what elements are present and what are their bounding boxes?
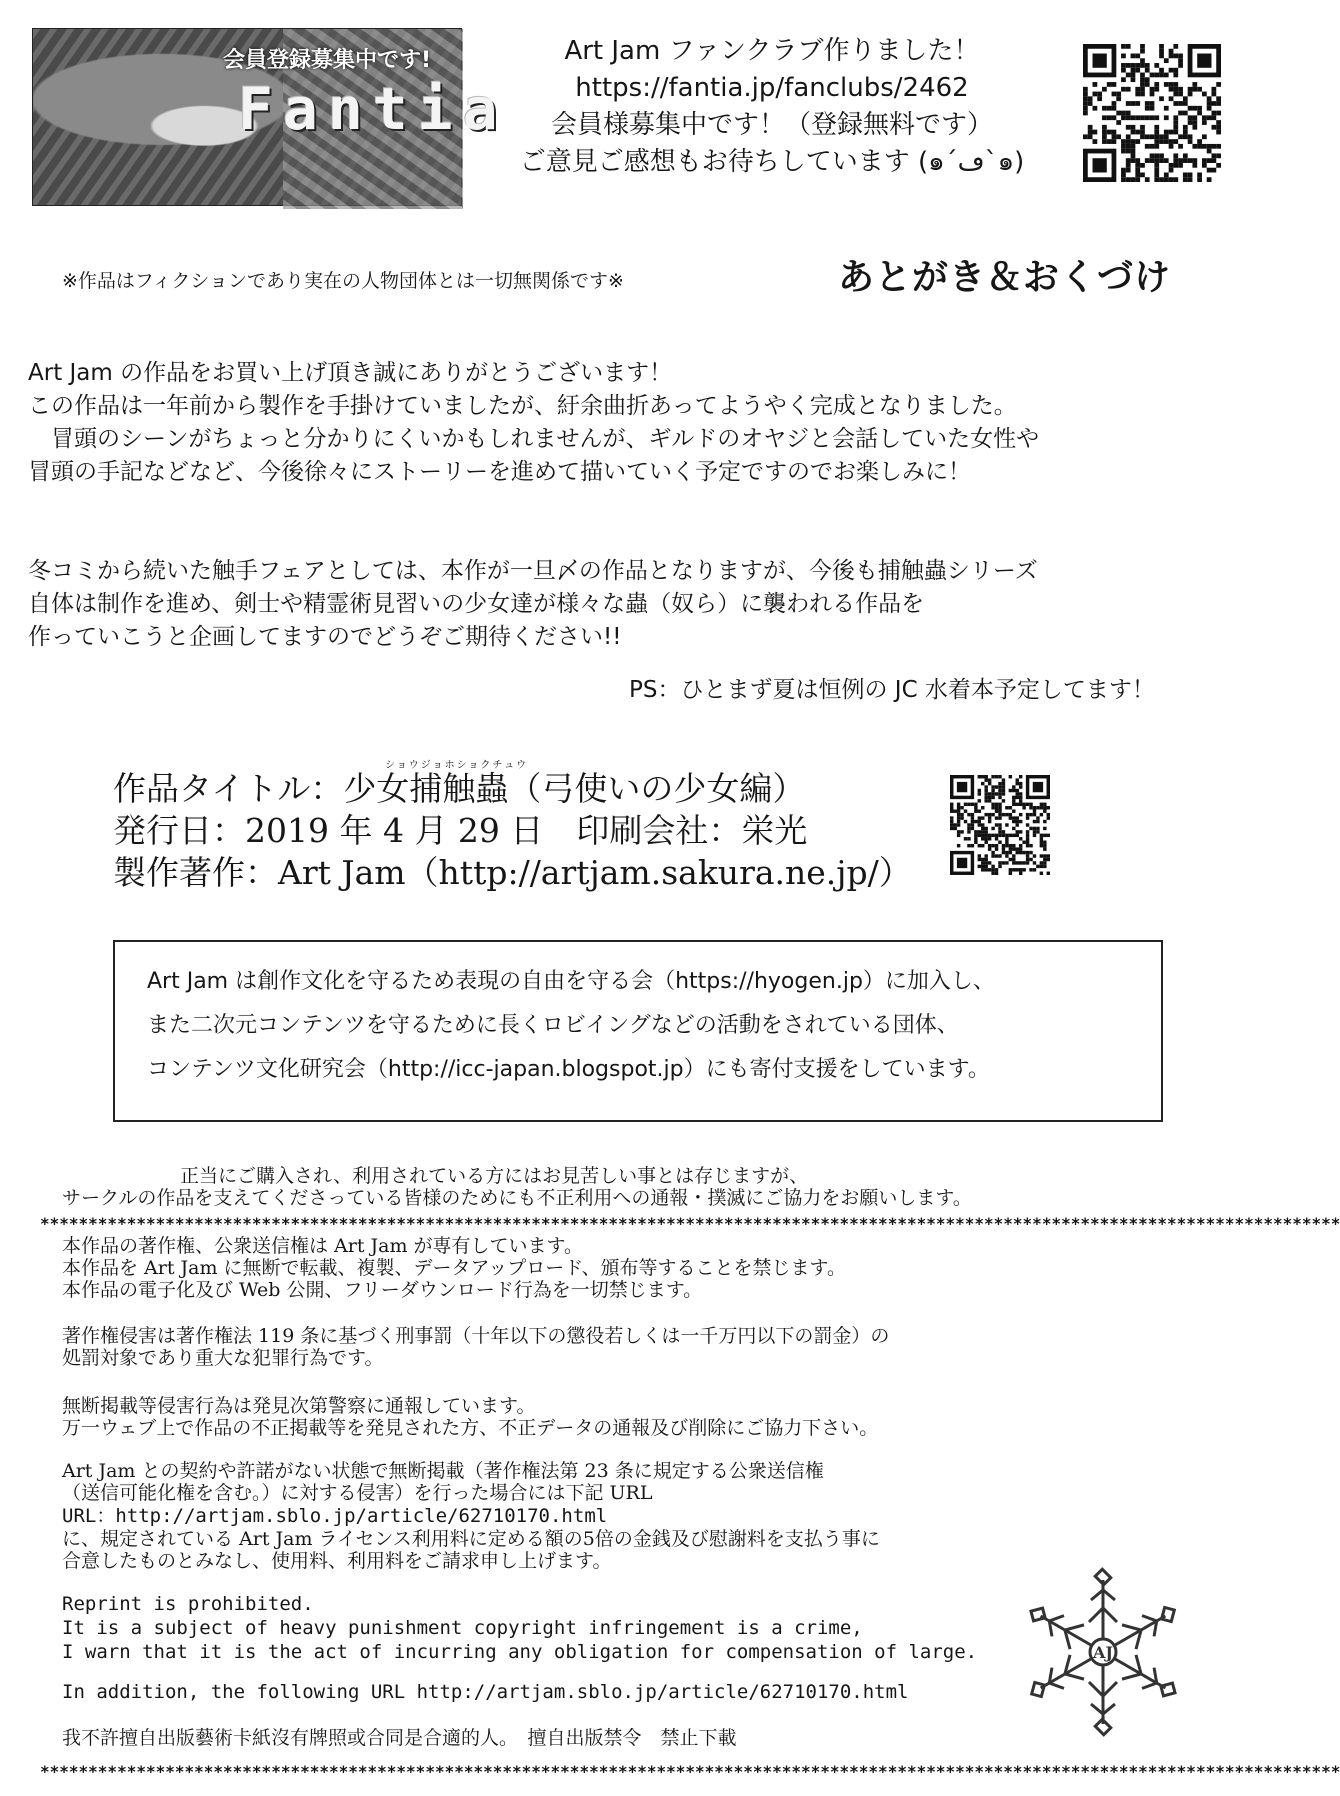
legal-line: 万一ウェブ上で作品の不正掲載等を発見された方、不正データの通報及び削除にご協力下さい。 (62, 1417, 879, 1439)
colophon-date: 発行日：2019 年 4 月 29 日 印刷会社：栄光 (113, 811, 808, 850)
afterword-line: 冒頭の手記などなど、今後徐々にストーリーを進めて描いていく予定ですのでお楽しみに！ (28, 459, 971, 485)
english-notice (62, 1592, 977, 1664)
afterword-line: 冒頭のシーンがちょっと分かりにくいかもしれませんが、ギルドのオヤジと会話していた女性や (28, 426, 1040, 452)
english-url-line[interactable]: In addition, the following URL http://artjam.sblo.jp/article/62710170.html (62, 1681, 909, 1703)
english-line: Reprint is prohibited. (62, 1593, 314, 1615)
website-qr-code-icon[interactable] (950, 775, 1050, 875)
fiction-disclaimer: ※作品はフィクションであり実在の人物団体とは一切無関係です※ (62, 270, 624, 292)
english-line: I warn that it is the act of incurring any obligation for compensation of large. (62, 1641, 978, 1663)
support-line: また二次元コンテンツを守るために長くロビイングなどの活動をされている団体、 (147, 1013, 959, 1038)
legal-block-3 (62, 1395, 878, 1439)
colophon (113, 768, 912, 894)
legal-line: 本作品の著作権、公衆送信権は Art Jam が専有しています。 (62, 1235, 583, 1257)
fanclub-url[interactable]: https://fantia.jp/fanclubs/2462 (575, 73, 969, 103)
legal-line: 無断掲載等侵害行為は発見次第警察に通報しています。 (62, 1395, 536, 1417)
support-notice-box (113, 940, 1163, 1122)
fanclub-line: ご意見ご感想もお待ちしています (๑´ڡ`๑) (519, 147, 1025, 177)
legal-block-4 (62, 1460, 880, 1572)
snowflake-logo-icon (1028, 1572, 1178, 1732)
afterword-line: 自体は制作を進め、剣士や精霊術見習いの少女達が様々な蟲（奴ら）に襲われる作品を (28, 591, 925, 617)
legal-line: 処罰対象であり重大な犯罪行為です。 (62, 1347, 384, 1369)
legal-line: に、規定されている Art Jam ライセンス利用料に定める額の5倍の金銭及び慰謝料を支払う事に (62, 1528, 880, 1550)
legal-line: 合意したものとみなし、使用料、利用料をご請求申し上げます。 (62, 1550, 612, 1572)
colophon-author[interactable]: 製作著作：Art Jam（http://artjam.sakura.ne.jp/） (113, 853, 912, 892)
legal-line: サークルの作品を支えてくださっている皆様のためにも不正利用への通報・撲滅にご協力をお願いします。 (62, 1187, 972, 1209)
fanclub-line: 会員様募集中です！（登録無料です） (550, 110, 993, 140)
star-divider-bottom: *************************************************************************************************************************************** (40, 1762, 1340, 1781)
banner-caption: 会員登録募集中です! (223, 48, 432, 73)
support-line: Art Jam は創作文化を守るため表現の自由を守る会（https://hyogen.jp）に加入し、 (147, 969, 995, 994)
afterword-line: Art Jam の作品をお買い上げ頂き誠にありがとうございます！ (28, 360, 673, 386)
afterword-line: 冬コミから続いた触手フェアとしては、本作が一旦〆の作品となりますが、今後も捕触蟲シリーズ (28, 558, 1038, 584)
star-divider: *************************************************************************************************************************************** (40, 1214, 1340, 1233)
legal-line: Art Jam との契約や許諾がない状態で無断掲載（著作権法第 23 条に規定する公衆送信権 (62, 1460, 824, 1482)
legal-block-2 (62, 1325, 889, 1369)
legal-line: 著作権侵害は著作権法 119 条に基づく刑事罰（十年以下の懲役若しくは一千万円以下の罰金）の (62, 1325, 890, 1347)
afterword-line: 作っていこうと企画してますのでどうぞご期待ください!! (28, 624, 622, 650)
legal-intro (62, 1165, 1242, 1209)
fantia-logo: Fantia (238, 75, 508, 143)
legal-line: 正当にご購入され、利用されている方にはお見苦しい事とは存じますが、 (180, 1165, 809, 1187)
legal-line: （送信可能化権を含む。）に対する侵害）を行った場合には下記 URL (62, 1482, 653, 1504)
legal-block-1 (62, 1235, 846, 1301)
chinese-notice: 我不許擅自出版藝術卡紙沒有牌照或合同是合適的人。 擅自出版禁令 禁止下載 (62, 1727, 737, 1749)
legal-url[interactable]: URL：http://artjam.sblo.jp/article/62710170.html (62, 1505, 608, 1527)
afterword-paragraph-2 (28, 555, 1248, 654)
afterword-paragraph-1 (28, 357, 1248, 489)
fanclub-qr-code-icon[interactable] (1083, 42, 1221, 184)
fanclub-line: Art Jam ファンクラブ作りました！ (564, 36, 980, 66)
colophon-title: 作品タイトル：少女捕触蟲（弓使いの少女編） (113, 769, 806, 808)
support-line: コンテンツ文化研究会（http://icc-japan.blogspot.jp）にも寄付支援をしています。 (147, 1057, 990, 1082)
fantia-banner[interactable] (32, 28, 508, 206)
page-heading: あとがき＆おくづけ (838, 256, 1172, 298)
svg-text:AJ: AJ (1093, 1643, 1113, 1662)
afterword-line: この作品は一年前から製作を手掛けていましたが、紆余曲折あってようやく完成となりました。 (28, 393, 1017, 419)
legal-line: 本作品の電子化及び Web 公開、フリーダウンロード行為を一切禁じます。 (62, 1279, 703, 1301)
afterword-ps: PS：ひとまず夏は恒例の JC 水着本予定してます！ (629, 677, 1155, 703)
legal-line: 本作品を Art Jam に無断で転載、複製、データアップロード、頒布等することを禁じます。 (62, 1257, 846, 1279)
fanclub-announcement (462, 33, 1082, 181)
english-line: It is a subject of heavy punishment copyright infringement is a crime, (62, 1617, 863, 1639)
title-ruby: ショウジョホショクチュウ (385, 760, 529, 771)
